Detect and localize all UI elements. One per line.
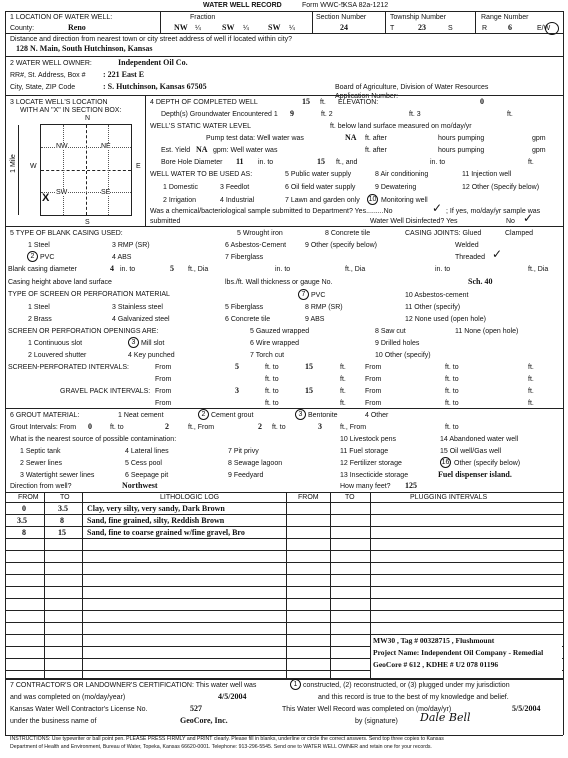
opening-3: Mill slot: [141, 340, 165, 347]
cert-tail: constructed, (2) reconstructed, or (3) plugged under my jurisdiction: [303, 682, 510, 689]
source-16-circle: 16: [441, 459, 450, 466]
bore-ft: ft.: [528, 159, 534, 166]
license-value: 527: [190, 704, 202, 713]
yield-label: Est. Yield: [161, 147, 191, 154]
bore-ft-and: ft., and: [336, 159, 358, 166]
pump-test-label: Pump test data: Well water was: [206, 135, 304, 142]
use-1: 1 Domestic: [163, 184, 199, 191]
casing-3: 3 RMP (SR): [112, 242, 150, 249]
project-name-note: Project Name: Independent Oil Company - Remedial: [373, 648, 544, 657]
gp-from-label-2: From: [365, 388, 382, 395]
city-label: City, State, ZIP Code: [10, 84, 76, 91]
use-3: 3 Feedlot: [220, 184, 250, 191]
quadrant-nw: NW: [56, 143, 68, 150]
casing-7: 7 Fiberglass: [225, 254, 264, 261]
township-number: 23: [418, 23, 426, 32]
signature-label: by (signature): [355, 718, 398, 725]
log-row-from: 0: [22, 504, 26, 513]
how-many-feet-label: How many feet?: [340, 483, 391, 490]
use-7: 7 Lawn and garden only: [285, 197, 360, 204]
log-row-to: 8: [60, 516, 64, 525]
use-10: Monitoring well: [381, 197, 428, 204]
opening-5: 5 Gauzed wrapped: [250, 328, 310, 335]
grout-to-2: 3: [318, 422, 322, 431]
grout-intervals-label: Grout Intervals: From: [10, 424, 77, 431]
well-tag-note: MW30 , Tag # 00328715 , Flushmount: [373, 636, 495, 645]
source-7: 7 Pit privy: [228, 448, 259, 455]
section-5-label: 5 TYPE OF BLANK CASING USED:: [10, 230, 123, 237]
source-5: 5 Cess pool: [125, 460, 162, 467]
openings-label: SCREEN OR PERFORATION OPENINGS ARE:: [8, 328, 159, 335]
disinfected-label: Water Well Disinfected? Yes: [370, 218, 458, 225]
screen-9: 9 ABS: [305, 316, 325, 323]
screen-3: 3 Stainless steel: [112, 304, 163, 311]
casing-joints: CASING JOINTS: Glued: [405, 230, 482, 237]
quarter-3: ¼: [289, 25, 295, 32]
rr-label: RR#, St. Address, Box #: [10, 72, 86, 79]
source-11: 11 Fuel storage: [340, 448, 389, 455]
quarter-2: ¼: [243, 25, 249, 32]
disinfected-no-check: ✓: [523, 211, 534, 225]
sp-from-label: From: [155, 364, 172, 371]
distance-label: Distance and direction from nearest town or city street address of well if located within city?: [10, 36, 293, 43]
blank-dia: ft., Dia: [188, 266, 209, 273]
board-text: Board of Agriculture, Division of Water Resources: [335, 84, 489, 91]
form-title: WATER WELL RECORD: [203, 2, 282, 9]
log-row-desc: Sand, fine grained, silty, Reddish Brown: [87, 516, 225, 525]
feet-value: 125: [405, 481, 417, 490]
grout-from-1: 0: [88, 422, 92, 431]
use-10-circle: 10: [368, 196, 377, 203]
casing-2-circle: 2: [27, 251, 38, 262]
gp-from-label-4: From: [365, 400, 382, 407]
use-11: 11 Injection well: [462, 171, 512, 178]
chem-question: Was a chemical/bacteriological sample submitted to Department? Yes.........No: [150, 208, 393, 215]
elevation-value: 0: [480, 97, 484, 106]
direction-label: Direction from well?: [10, 483, 72, 490]
blank-dia-2: ft., Dia: [345, 266, 366, 273]
plug-to-header: TO: [345, 494, 355, 501]
city-value: : S. Hutchinson, Kansas 67505: [103, 82, 207, 91]
source-9: 9 Feedyard: [228, 472, 264, 479]
sp-ft-to-4: ft. to: [445, 376, 459, 383]
screen-intervals-label: SCREEN-PERFORATED INTERVALS:: [8, 364, 129, 371]
gp-from-label: From: [155, 388, 172, 395]
log-row-to: 3.5: [58, 504, 68, 513]
form-number: Form WWC-5: [302, 2, 345, 9]
casing-5: 5 Wrought iron: [237, 230, 283, 237]
section-2-label: 2 WATER WELL OWNER:: [10, 60, 92, 67]
pump-test-value: NA: [345, 133, 357, 142]
use-4: 4 Industrial: [220, 197, 255, 204]
opening-2: 2 Louvered shutter: [28, 352, 87, 359]
screen-10: 10 Asbestos-cement: [405, 292, 469, 299]
submitted-label: submitted: [150, 218, 181, 225]
blank-diameter-value: 4: [110, 264, 114, 273]
opening-8: 8 Saw cut: [375, 328, 406, 335]
screen-6: 6 Concrete tile: [225, 316, 271, 323]
grout-3: Bentonite: [308, 412, 338, 419]
fraction-2: SW: [222, 23, 235, 32]
section-6-label: 6 GROUT MATERIAL:: [10, 412, 80, 419]
casing-welded: Welded: [455, 242, 479, 249]
blank-to-value: 5: [170, 264, 174, 273]
range-number-label: Range Number: [481, 14, 529, 21]
groundwater-ft3: ft. 3: [409, 111, 421, 118]
gp-ft-4: ft.: [528, 400, 534, 407]
west-label: W: [30, 163, 37, 170]
plugging-header: PLUGGING INTERVALS: [410, 494, 488, 501]
screen-pvc: PVC: [311, 292, 326, 299]
grout-1: 1 Neat cement: [118, 412, 164, 419]
owner-value: Independent Oil Co.: [118, 58, 188, 67]
log-row-to: 15: [58, 528, 66, 537]
screen-7-circle: 7: [298, 289, 309, 300]
grout-ft-to-2: ft. to: [272, 424, 286, 431]
range-ew: E/W: [537, 25, 551, 32]
completed-tail: and this record is true to the best of my knowledge and belief.: [318, 694, 509, 701]
use-8: 8 Air conditioning: [375, 171, 429, 178]
casing-in-weight: lbs./ft. Wall thickness or gauge No.: [225, 279, 333, 286]
screen-2: 2 Brass: [28, 316, 52, 323]
yield-after: ft. after: [365, 147, 387, 154]
gp-ft: ft.: [340, 388, 346, 395]
opening-6: 6 Wire wrapped: [250, 340, 300, 347]
casing-threaded: Threaded: [455, 254, 485, 261]
groundwater-ft2: ft. 2: [321, 111, 333, 118]
sp-ft-to-2: ft. to: [445, 364, 459, 371]
blank-diameter-label: Blank casing diameter: [8, 266, 77, 273]
opening-10: 10 Other (specify): [375, 352, 431, 359]
sp-ft: ft.: [340, 364, 346, 371]
source-other-value: Fuel dispenser island.: [438, 470, 512, 479]
grout-from-2-label: ft., From: [188, 424, 215, 431]
fraction-3: SW: [268, 23, 281, 32]
sp-from-value: 5: [235, 362, 239, 371]
source-14: 14 Abandoned water well: [440, 436, 519, 443]
opening-4: 4 Key punched: [128, 352, 175, 359]
sp-ft-2: ft.: [528, 364, 534, 371]
source-16: Other (specify below): [454, 460, 521, 467]
casing-pvc: PVC: [40, 254, 55, 261]
pump-after: ft. after: [365, 135, 387, 142]
blank-in-to: in. to: [120, 266, 136, 273]
gp-to-value: 15: [305, 386, 313, 395]
sp-from-label-3: From: [155, 376, 172, 383]
grout-2: Cement grout: [211, 412, 254, 419]
business-name-value: GeoCore, Inc.: [180, 716, 228, 725]
license-label: Kansas Water Well Contractor's License No.: [10, 706, 148, 713]
quarter-1: ¼: [195, 25, 201, 32]
grout-2-circle: 2: [198, 409, 209, 420]
sp-from-label-2: From: [365, 364, 382, 371]
fraction-label: Fraction: [190, 14, 216, 21]
grout-to-1: 2: [165, 422, 169, 431]
source-3: 3 Watertight sewer lines: [20, 472, 95, 479]
static-level-label: WELL'S STATIC WATER LEVEL: [150, 123, 252, 130]
elevation-label: ELEVATION:: [338, 99, 379, 106]
business-name-label: under the business name of: [10, 718, 97, 725]
quadrant-se: SE: [101, 189, 111, 196]
screen-material-label: TYPE OF SCREEN OR PERFORATION MATERIAL: [8, 291, 170, 298]
gravel-pack-label: GRAVEL PACK INTERVALS:: [60, 388, 151, 395]
grout-4: 4 Other: [365, 412, 389, 419]
screen-1: 1 Steel: [28, 304, 50, 311]
screen-8: 8 RMP (SR): [305, 304, 343, 311]
log-row-from: 8: [22, 528, 26, 537]
screen-4: 4 Galvanized steel: [112, 316, 170, 323]
east-label: E: [136, 163, 141, 170]
gp-ft-to-4: ft. to: [445, 400, 459, 407]
north-label: N: [85, 115, 91, 122]
mile-label: 1 Mile: [9, 154, 17, 173]
bore-label: Bore Hole Diameter: [161, 159, 223, 166]
grout-ft-to-3: ft. to: [445, 424, 459, 431]
township-s: S: [448, 25, 453, 32]
casing-8: 8 Concrete tile: [325, 230, 371, 237]
section-7-label: 7 CONTRACTOR'S OR LANDOWNER'S CERTIFICATION: This water well was: [10, 682, 257, 689]
opening-1: 1 Continuous slot: [28, 340, 83, 347]
opening-3-circle: 3: [128, 337, 139, 348]
casing-schedule: Sch. 40: [468, 277, 493, 286]
yield-hours: hours pumping: [438, 147, 485, 154]
grout-from-3-label: ft., From: [340, 424, 367, 431]
completed-label: and was completed on (mo/day/year): [10, 694, 126, 701]
casing-4: 4 ABS: [112, 254, 132, 261]
casing-height-label: Casing height above land surface: [8, 279, 112, 286]
section-number: 24: [340, 23, 348, 32]
gp-from-value: 3: [235, 386, 239, 395]
completed-date: 4/5/2004: [218, 692, 247, 701]
south-label: S: [85, 219, 90, 226]
depth-ft: ft.: [320, 99, 326, 106]
use-5: 5 Public water supply: [285, 171, 352, 178]
quadrant-sw: SW: [56, 189, 68, 196]
screen-11: 11 Other (specify): [405, 304, 461, 311]
yield-gpm: gpm: [532, 147, 546, 154]
section-number-label: Section Number: [316, 14, 367, 21]
range-number: 6: [508, 23, 512, 32]
lithologic-log-header: LITHOLOGIC LOG: [160, 494, 220, 501]
chem-tail: ; If yes, mo/day/yr sample was: [446, 208, 541, 215]
screen-12: 12 None used (open hole): [405, 316, 486, 323]
sp-ft-4: ft.: [528, 376, 534, 383]
threaded-check: ✓: [492, 247, 503, 261]
sp-ft-3: ft.: [340, 376, 346, 383]
source-12: 12 Fertilizer storage: [340, 460, 402, 467]
source-15: 15 Oil well/Gas well: [440, 448, 502, 455]
section-3-label-2: WITH AN "X" IN SECTION BOX:: [20, 107, 122, 114]
blank-ft: ft., Dia: [528, 266, 549, 273]
gp-ft-to-2: ft. to: [445, 388, 459, 395]
casing-clamped: Clamped: [505, 230, 534, 237]
record-completed-date: 5/5/2004: [512, 704, 541, 713]
section-1-label: 1 LOCATION OF WATER WELL:: [10, 14, 113, 21]
opening-7: 7 Torch cut: [250, 352, 285, 359]
disinfected-no: No: [506, 218, 515, 225]
geocore-note: GeoCore # 612 , KDHE # U2 078 01196: [373, 660, 499, 669]
use-6: 6 Oil field water supply: [285, 184, 356, 191]
gp-ft-2: ft.: [528, 388, 534, 395]
plug-from-header: FROM: [298, 494, 319, 501]
grout-ft-to-1: ft. to: [110, 424, 124, 431]
record-completed-label: This Water Well Record was completed on (mo/day/yr): [282, 706, 452, 713]
log-row-from: 3.5: [17, 516, 27, 525]
gp-ft-to: ft. to: [265, 388, 279, 395]
yield-value: NA: [196, 145, 208, 154]
county-value: Reno: [68, 23, 86, 32]
source-6: 6 Seepage pit: [125, 472, 169, 479]
source-4: 4 Lateral lines: [125, 448, 169, 455]
log-row-desc: Clay, very silty, very sandy, Dark Brown: [87, 504, 225, 513]
screen-5: 5 Fiberglass: [225, 304, 264, 311]
quadrant-ne: NE: [101, 143, 111, 150]
casing-1: 1 Steel: [28, 242, 50, 249]
source-1: 1 Septic tank: [20, 448, 61, 455]
bore-in-to: in. to: [258, 159, 274, 166]
blank-in-to-2: in. to: [275, 266, 291, 273]
use-9: 9 Dewatering: [375, 184, 417, 191]
pump-gpm: gpm: [532, 135, 546, 142]
opening-11: 11 None (open hole): [455, 328, 519, 335]
groundwater-1: 9: [290, 109, 294, 118]
gp-ft-to-3: ft. to: [265, 400, 279, 407]
section-3-label: 3 LOCATE WELL'S LOCATION: [10, 99, 108, 106]
source-8: 8 Sewage lagoon: [228, 460, 283, 467]
application-number: Application Number:: [335, 93, 399, 100]
section-4-label: 4 DEPTH OF COMPLETED WELL: [150, 99, 258, 106]
direction-value: Northwest: [122, 481, 158, 490]
constructed-circle: 1: [290, 679, 301, 690]
signature: Dale Bell: [420, 711, 471, 724]
groundwater-label: Depth(s) Groundwater Encountered 1: [161, 111, 278, 118]
casing-6: 6 Asbestos-Cement: [225, 242, 287, 249]
opening-9: 9 Drilled holes: [375, 340, 420, 347]
instructions-line-1: INSTRUCTIONS: Use typewriter or ball point pen. PLEASE PRESS FIRMLY and PRINT clearly. Please fill in blanks, underline or circle the correct answers. Send top three copies to Kansas: [10, 736, 444, 742]
casing-9: 9 Other (specify below): [305, 242, 377, 249]
use-12: 12 Other (Specify below): [462, 184, 540, 191]
ksa-ref: KSA 82a-1212: [343, 2, 389, 9]
bore-to-value: 15: [317, 157, 325, 166]
log-from-header: FROM: [18, 494, 39, 501]
source-13: 13 Insecticide storage: [340, 472, 409, 479]
rr-value: : 221 East E: [103, 70, 145, 79]
sp-from-label-4: From: [365, 376, 382, 383]
static-level-tail: ft. below land surface measured on mo/day/yr: [330, 123, 472, 130]
county-label: County:: [10, 25, 35, 32]
blank-in-to-3: in. to: [435, 266, 451, 273]
township-t: T: [390, 25, 395, 32]
range-r: R: [482, 25, 488, 32]
sp-ft-to: ft. to: [265, 364, 279, 371]
source-10: 10 Livestock pens: [340, 436, 397, 443]
distance-value: 128 N. Main, South Hutchinson, Kansas: [16, 44, 153, 53]
log-to-header: TO: [60, 494, 70, 501]
sp-ft-to-3: ft. to: [265, 376, 279, 383]
instructions-line-2: Department of Health and Environment, Bureau of Water, Topeka, Kansas 66620-0001. Telephone: 913-296-5545. Send one to WATER WELL OWNER and retain one for your records.: [10, 744, 432, 750]
depth-value: 15: [302, 97, 310, 106]
pump-hours: hours pumping: [438, 135, 485, 142]
gp-from-label-3: From: [155, 400, 172, 407]
bore-value: 11: [236, 157, 244, 166]
yield-mid: gpm: Well water was: [213, 147, 278, 154]
groundwater-ft4: ft.: [507, 111, 513, 118]
fraction-1: NW: [174, 23, 188, 32]
sp-to-value: 15: [305, 362, 313, 371]
gp-ft-3: ft.: [340, 400, 346, 407]
contamination-question: What is the nearest source of possible contamination:: [10, 436, 177, 443]
chem-no-check: ✓: [432, 201, 443, 215]
use-label: WELL WATER TO BE USED AS:: [150, 171, 253, 178]
township-number-label: Township Number: [390, 14, 447, 21]
section-box: [40, 124, 132, 216]
grout-3-circle: 3: [295, 409, 306, 420]
well-x-mark: X: [42, 192, 50, 204]
log-row-desc: Sand, fine to coarse grained w/fine gravel, Bro: [87, 529, 245, 537]
use-2: 2 Irrigation: [163, 197, 197, 204]
bore-in-to-2: in. to: [430, 159, 446, 166]
source-2: 2 Sewer lines: [20, 460, 63, 467]
grout-from-2: 2: [258, 422, 262, 431]
